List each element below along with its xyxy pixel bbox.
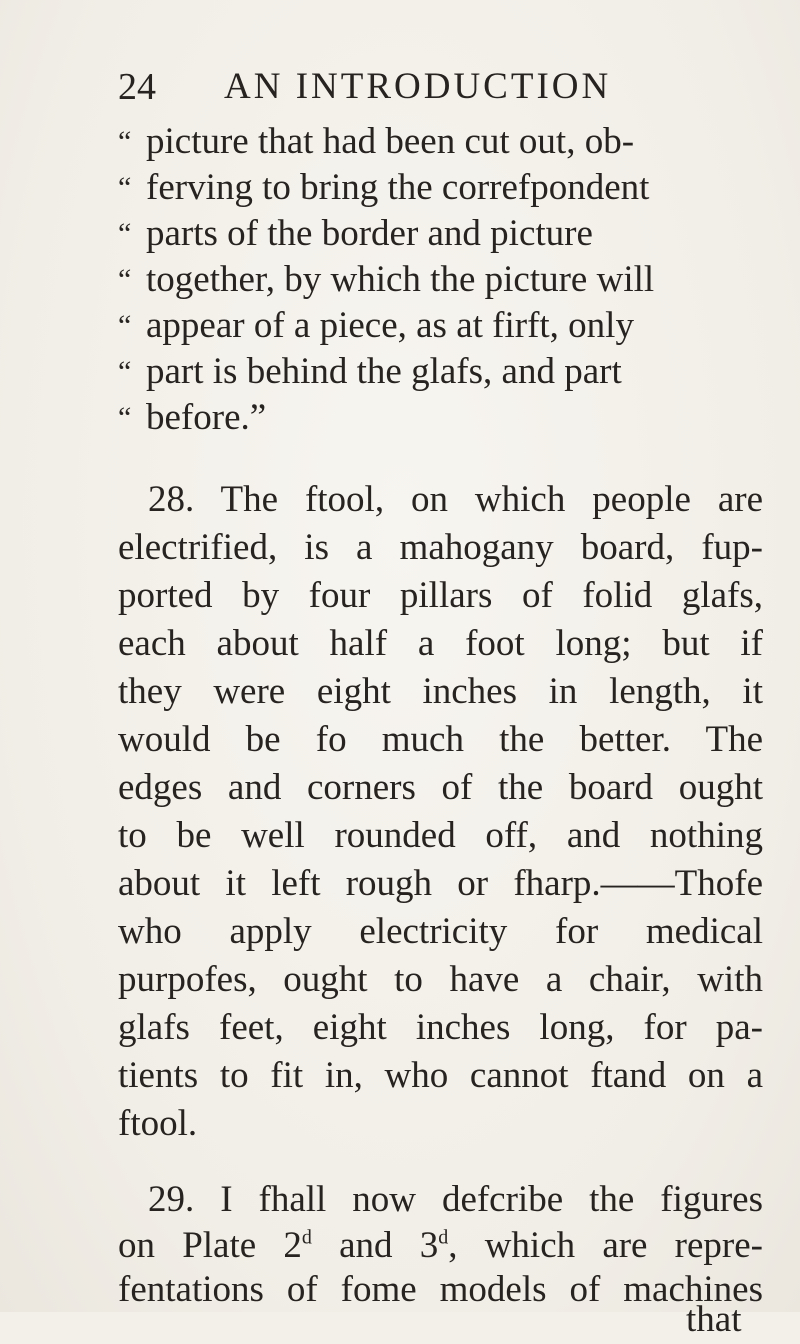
running-head [118,62,678,112]
quote-text: ferving to bring the correfpondent [146,167,650,208]
quote-line [118,256,654,304]
page-number: 24 [118,66,156,108]
paragraph-line: who apply electricity for medical [118,911,763,952]
quote-line [118,348,622,396]
quote-line [118,302,634,350]
paragraph-line: about it left rough or fharp.——Thofe [118,863,763,904]
paragraph-line: fentations of fome models of machines [118,1269,763,1310]
quote-line [118,118,634,166]
paragraph-line: tients to fit in, who cannot ftand on a [118,1055,763,1096]
paragraph-line: glafs feet, eight inches long, for pa- [118,1007,763,1048]
paragraph-line: 28. The ftool, on which people are [148,479,763,520]
paragraph-line: each about half a foot long; but if [118,623,763,664]
paragraph-line: purpofes, ought to have a chair, with [118,959,763,1000]
quote-mark: “ [118,125,132,158]
quote-mark: “ [118,309,132,342]
quote-line [118,394,266,442]
paragraph-line: edges and corners of the board ought [118,767,763,808]
quote-line [118,164,649,212]
paragraph-line: ported by four pillars of folid glafs, [118,575,763,616]
quote-mark: “ [118,401,132,434]
superscript: d [438,1226,449,1249]
quote-line [118,210,593,258]
catchword: that [686,1299,742,1340]
quote-text: before.” [146,397,267,438]
quote-text: together, by which the picture will [146,259,655,300]
running-title: AN INTRODUCTION [224,66,612,107]
paragraph-text: on Plate 2 [118,1225,302,1266]
quote-text: appear of a piece, as at firft, only [146,305,634,346]
quote-text: parts of the border and picture [146,213,593,254]
quote-text: picture that had been cut out, ob- [146,121,635,162]
quote-mark: “ [118,263,132,296]
paragraph-line: electrified, is a mahogany board, fup- [118,527,763,568]
quote-mark: “ [118,171,132,204]
paragraph-line [118,1222,763,1270]
paragraph-text: , which are repre- [448,1225,763,1266]
paragraph-line: 29. I fhall now defcribe the figures [148,1179,763,1220]
quote-mark: “ [118,355,132,388]
paragraph-text: and 3 [311,1225,439,1266]
quote-mark: “ [118,217,132,250]
paragraph-line: would be fo much the better. The [118,719,763,760]
paragraph-line: ftool. [118,1103,198,1144]
paragraph-line: they were eight inches in length, it [118,671,763,712]
paragraph-line: to be well rounded off, and nothing [118,815,763,856]
superscript: d [301,1226,312,1249]
quote-text: part is behind the glafs, and part [146,351,622,392]
